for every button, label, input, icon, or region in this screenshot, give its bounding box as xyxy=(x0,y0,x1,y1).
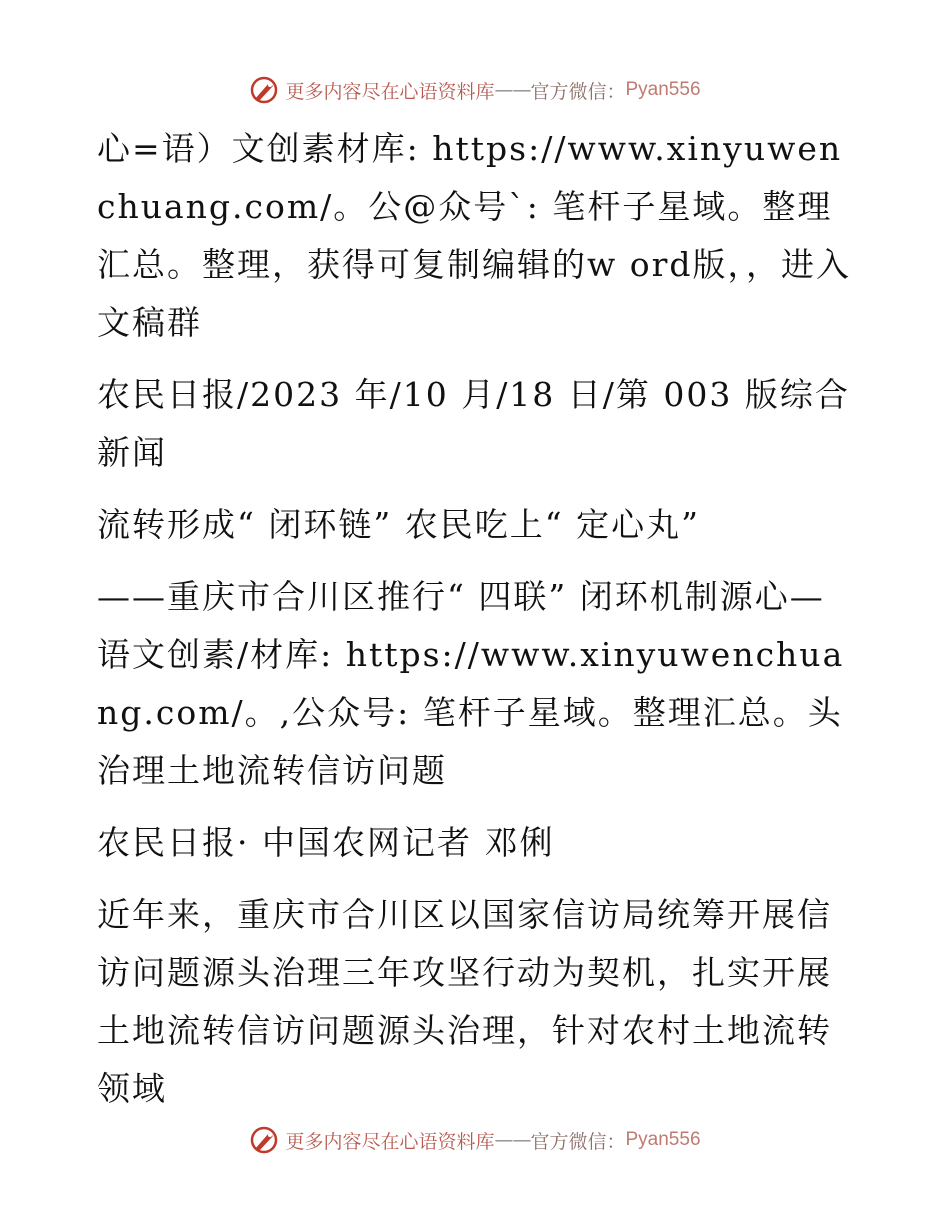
footer-banner xyxy=(0,1120,950,1160)
pen-nib-logo-icon xyxy=(249,75,279,105)
banner-wechat-id: Pyan556 xyxy=(625,79,701,100)
article-title: 流转形成“ 闭环链” 农民吃上“ 定心丸” xyxy=(97,505,700,544)
document-body xyxy=(97,120,857,1132)
banner-separator: —— xyxy=(494,79,531,101)
banner-text: 更多内容尽在心语资料库 xyxy=(285,80,495,103)
article-subtitle: ——重庆市合川区推行“ 四联” 闭环机制源心—语文创素/材库: https://www.xinyuwenchuang.com/。,公众号: 笔杆子星域。整理汇总。头治理土地流转信访问题 xyxy=(97,577,845,790)
header-banner xyxy=(0,70,950,110)
banner-wechat-id: Pyan556 xyxy=(625,1129,701,1150)
source-note-paragraph: 心=语）文创素材库: https://www.xinyuwenchuang.com/。公@众号`: 笔杆子星域。整理汇总。整理，获得可复制编辑的w ord版，，进入文稿群 xyxy=(97,129,852,342)
banner-text: 更多内容尽在心语资料库 xyxy=(285,1130,495,1153)
pen-nib-logo-icon xyxy=(249,1125,279,1155)
banner-wechat-label: 官方微信： xyxy=(530,1130,626,1153)
banner-separator: —— xyxy=(494,1129,531,1151)
banner-wechat-label: 官方微信： xyxy=(530,80,626,103)
publication-line: 农民日报/2023 年/10 月/18 日/第 003 版综合新闻 xyxy=(97,375,850,472)
body-paragraph: 近年来，重庆市合川区以国家信访局统筹开展信访问题源头治理三年攻坚行动为契机，扎实开展土地流转信访问题源头治理，针对农村土地流转领域 xyxy=(97,895,832,1108)
byline: 农民日报· 中国农网记者 邓俐 xyxy=(97,823,555,862)
